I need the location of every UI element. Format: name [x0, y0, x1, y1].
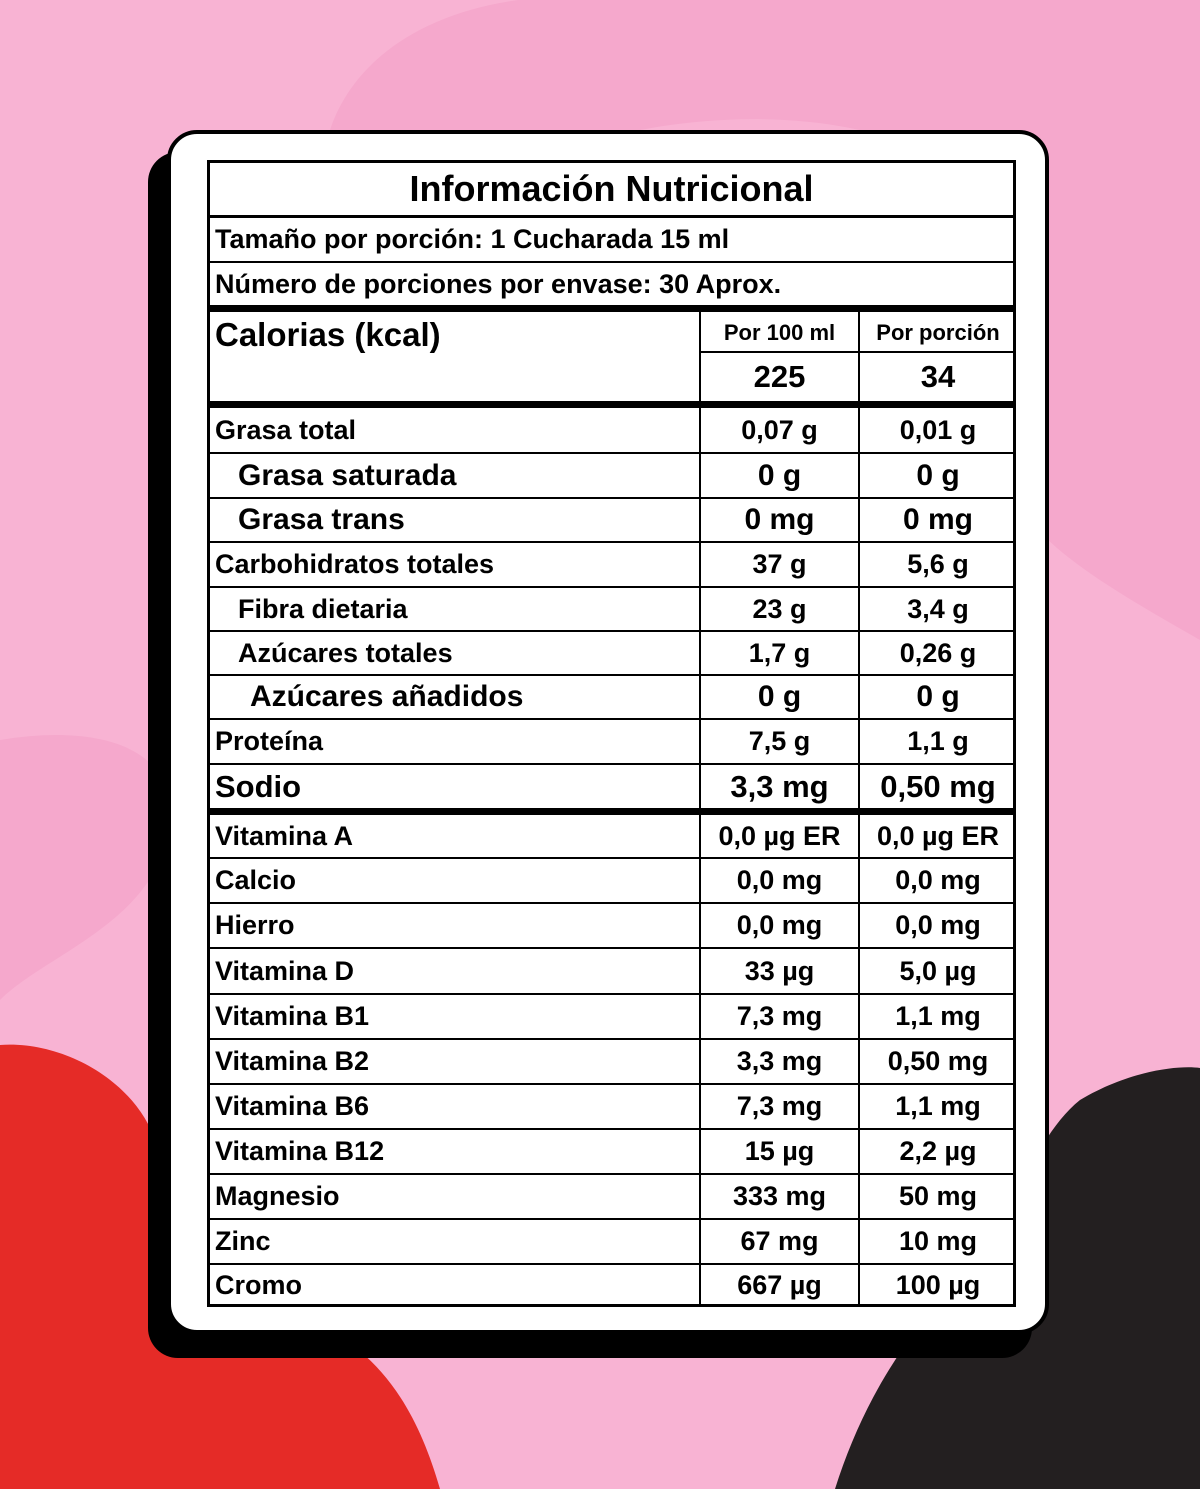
- nutrient-value-per-100ml: 0 mg: [744, 503, 815, 536]
- nutrient-row: [210, 632, 1013, 674]
- micronutrient-row: [210, 1040, 1013, 1083]
- nutrient-name: Sodio: [215, 768, 302, 804]
- nutrient-name: Carbohidratos totales: [215, 549, 495, 579]
- thick-divider: [210, 808, 1013, 815]
- thick-divider: [210, 401, 1013, 408]
- micronutrient-row: [210, 859, 1013, 902]
- background-blob-pink-lower: [0, 735, 170, 1000]
- table-title: [210, 163, 1013, 215]
- nutrient-name: Grasa saturada: [238, 458, 457, 492]
- nutrient-value-per-100ml: 7,5 g: [748, 726, 811, 756]
- nutrient-row: [210, 765, 1013, 808]
- micronutrient-row: [210, 1175, 1013, 1218]
- nutrient-value-per-100ml: 0,07 g: [741, 414, 818, 445]
- micronutrient-name: Magnesio: [215, 1181, 340, 1211]
- calories-header-row: [210, 312, 1013, 354]
- micronutrient-row: [210, 1220, 1013, 1263]
- nutrient-value-per-serving: 0,26 g: [899, 637, 977, 668]
- nutrient-name: Grasa trans: [238, 503, 405, 536]
- micronutrient-value-per-100ml: 0,0 µg ER: [718, 820, 841, 851]
- micronutrient-value-per-100ml: 667 µg: [737, 1269, 822, 1300]
- micronutrient-value-per-100ml: 3,3 mg: [736, 1046, 823, 1076]
- nutrient-row: [210, 720, 1013, 763]
- nutrient-row: [210, 408, 1013, 452]
- nutrient-value-per-serving: 1,1 g: [907, 726, 969, 756]
- micronutrient-name: Cromo: [215, 1269, 302, 1300]
- nutrient-name: Azúcares añadidos: [250, 680, 524, 713]
- column-divider: [858, 408, 860, 808]
- column-divider: [699, 815, 701, 1305]
- micronutrient-name: Vitamina B12: [215, 1136, 385, 1166]
- micronutrient-value-per-100ml: 7,3 mg: [736, 1091, 823, 1121]
- micronutrient-row: [210, 1130, 1013, 1173]
- micronutrient-row: [210, 995, 1013, 1038]
- nutrient-row: [210, 543, 1013, 586]
- micronutrient-row: [210, 1265, 1013, 1305]
- micronutrient-name: Vitamina B6: [215, 1091, 370, 1121]
- column-divider: [858, 815, 860, 1305]
- calories-per-100ml: 225: [753, 358, 806, 394]
- nutrient-value-per-100ml: 1,7 g: [748, 637, 811, 668]
- column-divider: [858, 312, 860, 401]
- micronutrient-row: [210, 1085, 1013, 1128]
- serving-size-row: [210, 218, 1013, 261]
- nutrient-value-per-serving: 5,6 g: [907, 549, 969, 579]
- column-divider: [699, 312, 701, 401]
- micronutrient-value-per-serving: 2,2 µg: [899, 1136, 977, 1166]
- micronutrient-value-per-serving: 1,1 mg: [895, 1001, 981, 1031]
- nutrient-value-per-100ml: 0 g: [757, 680, 802, 713]
- micronutrient-name: Vitamina A: [215, 820, 354, 851]
- micronutrient-name: Hierro: [215, 910, 295, 940]
- thick-divider: [210, 305, 1013, 312]
- micronutrient-value-per-100ml: 15 µg: [744, 1136, 815, 1166]
- micronutrient-value-per-serving: 0,0 mg: [895, 865, 981, 895]
- nutrient-value-per-serving: 0,50 mg: [880, 768, 996, 804]
- micronutrient-name: Calcio: [215, 865, 297, 895]
- servings-per-container-text: Número de porciones por envase: 30 Aprox.: [215, 268, 782, 299]
- nutrient-name: Proteína: [215, 726, 324, 756]
- nutrient-value-per-serving: 0 g: [916, 680, 960, 713]
- calories-values-row: [210, 353, 1013, 400]
- micronutrient-value-per-serving: 100 µg: [895, 1269, 981, 1300]
- nutrient-row: [210, 676, 1013, 718]
- nutrient-value-per-serving: 0 g: [916, 458, 960, 492]
- micronutrient-value-per-100ml: 0,0 mg: [736, 865, 823, 895]
- micronutrient-value-per-serving: 5,0 µg: [899, 955, 977, 986]
- micronutrient-value-per-serving: 0,0 mg: [895, 910, 981, 940]
- micronutrient-value-per-serving: 50 mg: [898, 1181, 978, 1211]
- nutrient-name: Grasa total: [215, 414, 357, 445]
- nutrient-name: Azúcares totales: [238, 637, 453, 668]
- micronutrient-name: Zinc: [215, 1226, 271, 1256]
- micronutrient-value-per-100ml: 0,0 mg: [736, 910, 823, 940]
- micronutrient-name: Vitamina B2: [215, 1046, 370, 1076]
- micronutrient-value-per-serving: 0,0 µg ER: [876, 820, 1000, 851]
- micronutrient-row: [210, 949, 1013, 993]
- nutrient-row: [210, 588, 1013, 630]
- micronutrient-value-per-100ml: 333 mg: [732, 1181, 827, 1211]
- micronutrient-value-per-100ml: 7,3 mg: [736, 1001, 823, 1031]
- nutrient-value-per-100ml: 3,3 mg: [730, 768, 829, 804]
- nutrient-row: [210, 499, 1013, 541]
- nutrient-name: Fibra dietaria: [238, 593, 408, 624]
- nutrition-facts-table: [207, 160, 1016, 1307]
- nutrient-row: [210, 454, 1013, 497]
- servings-per-container-row: [210, 263, 1013, 305]
- serving-size-text: Tamaño por porción: 1 Cucharada 15 ml: [215, 224, 730, 254]
- micronutrient-row: [210, 815, 1013, 857]
- nutrient-value-per-serving: 3,4 g: [907, 593, 969, 624]
- micronutrient-value-per-100ml: 67 mg: [740, 1226, 819, 1256]
- calories-per-serving: 34: [920, 358, 956, 394]
- micronutrient-value-per-serving: 1,1 mg: [895, 1091, 981, 1121]
- nutrient-value-per-100ml: 0 g: [757, 458, 802, 492]
- column-divider: [699, 408, 701, 808]
- micronutrient-value-per-serving: 10 mg: [898, 1226, 978, 1256]
- micronutrient-row: [210, 904, 1013, 947]
- nutrient-value-per-100ml: 23 g: [752, 593, 807, 624]
- nutrient-value-per-serving: 0,01 g: [899, 414, 977, 445]
- micronutrient-value-per-100ml: 33 µg: [744, 955, 815, 986]
- column-header-per-100ml: Por 100 ml: [723, 320, 836, 345]
- nutrient-value-per-100ml: 37 g: [752, 549, 807, 579]
- micronutrient-name: Vitamina B1: [215, 1001, 370, 1031]
- micronutrient-value-per-serving: 0,50 mg: [887, 1046, 989, 1076]
- calories-label: Calorias (kcal): [215, 316, 441, 353]
- nutrient-value-per-serving: 0 mg: [902, 503, 974, 536]
- micronutrient-name: Vitamina D: [215, 955, 355, 986]
- table-title-text: Información Nutricional: [409, 168, 814, 209]
- column-header-per-serving: Por porción: [876, 320, 1000, 345]
